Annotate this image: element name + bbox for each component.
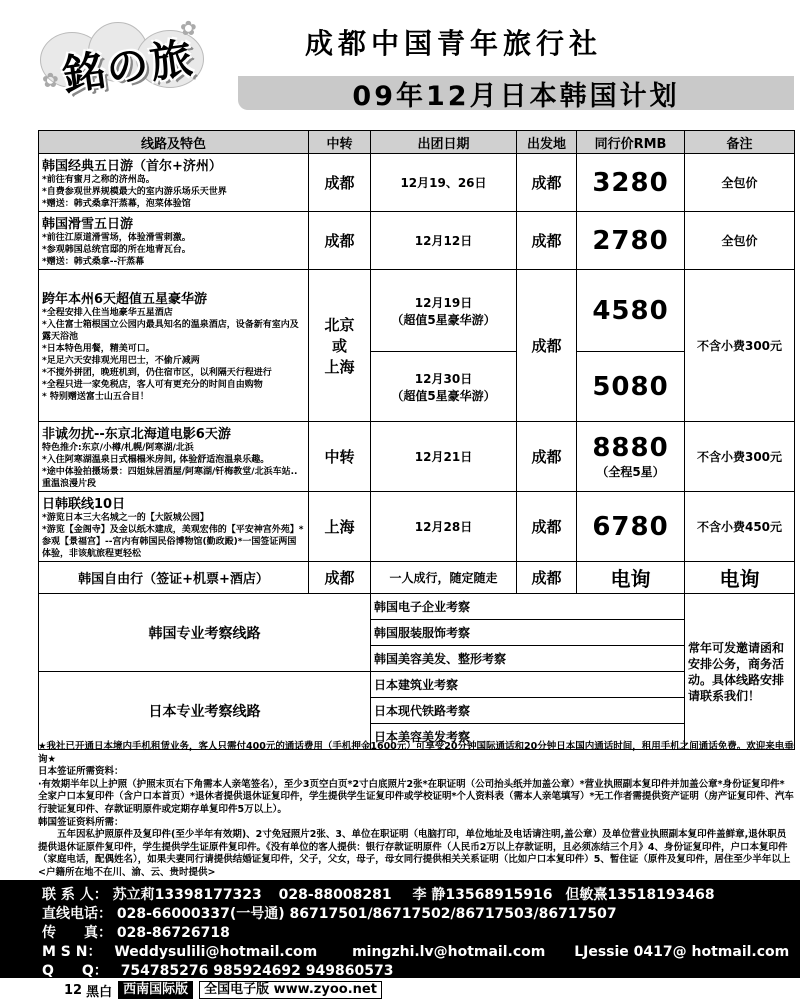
transit-cell	[309, 270, 371, 422]
tour-cell	[39, 422, 309, 492]
contact-direct-row	[42, 903, 617, 923]
tour-name: 非诚勿扰--东京北海道电影6天游	[42, 427, 231, 442]
contact-label: 传 真：	[42, 925, 112, 941]
table-row	[39, 492, 795, 562]
section-label: 西南国际版	[118, 981, 193, 999]
price-subtext: （全程5星）	[596, 465, 665, 479]
note-cell: 全包价	[685, 212, 795, 270]
contact-qq: 754785276 985924692 949860573	[120, 963, 394, 979]
contact-panel	[0, 880, 800, 978]
special-item: 韩国美容美发、整形考察	[371, 646, 685, 672]
tour-desc: *游览【金阁寺】及金以纸木建成，美观宏伟的【平安神宫外苑】*参观【景福宫】--宫内有韩国民俗博物馆(勤政殿)*一国签证两国体验，非该航旅程更轻松	[42, 525, 304, 559]
contact-label: 联 系 人：	[42, 887, 108, 903]
col-header: 同行价RMB	[577, 131, 685, 154]
tour-cell	[39, 492, 309, 562]
contact-direct-phone: 028-66000337(一号通) 86717501/86717502/86717503/86717507	[116, 906, 617, 922]
tour-desc: *途中体验拍摄场景：四姐妹居酒屋/阿寒湖/钎梅教堂/北浜车站..重温浪漫片段	[42, 467, 298, 489]
depart-cell: 成都	[517, 270, 577, 422]
tour-desc: *游览日本三大名城之一的【大阪城公园】	[42, 513, 209, 523]
transit-cell: 中转	[309, 422, 371, 492]
contact-label: 直线电话：	[42, 906, 112, 922]
note-cell: 不含小费300元	[685, 270, 795, 422]
col-header: 备注	[685, 131, 795, 154]
note-cell: 不含小费300元	[685, 422, 795, 492]
contact-msn-row	[42, 941, 789, 961]
tour-desc: *前往江原道滑雪场，体验滑雪刺激。	[42, 233, 191, 243]
price-value: 8880	[592, 433, 669, 463]
contact-label: M S N：	[42, 944, 102, 960]
tour-desc: *赠送：韩式桑拿汗蒸幕，泡菜体验馆	[42, 199, 191, 209]
page-number: 12	[64, 982, 83, 998]
depart-cell: 成都	[517, 154, 577, 212]
tour-desc: *自费参观世界规模最大的室内游乐场乐天世界	[42, 187, 227, 197]
transit-line: 或	[331, 337, 347, 355]
tour-cell	[39, 212, 309, 270]
depart-cell: 成都	[517, 492, 577, 562]
tour-desc: * 特别赠送富士山五合目！	[42, 392, 149, 402]
contact-person: 李 静13568915916	[412, 887, 553, 903]
tour-desc: *日本特色用餐，精美可口。	[42, 344, 155, 354]
flower-icon: ✿	[180, 16, 197, 40]
tour-name: 日韩联线10日	[42, 497, 126, 512]
japan-visa-text: ·有效期半年以上护照（护照末页右下角需本人亲笔签名），至少3页空白页*2寸白底照片2张*在职证明（公司抬头纸并加盖公章）*营业执照副本复印件并加盖公章*身份证复印件*全家户口本复印件（含户口本首页）*退休者提供退休证复印件，学生提供学生证复印件或学校证明*个人资料表（需本人亲笔填写）*无工作者需提供资产证明（房产证复印件、汽车行驶证复印件、存款证明原件或定期存单复印件5万以上）。	[38, 778, 794, 815]
price-cell: 5080	[577, 352, 685, 422]
tour-name: 韩国经典五日游（首尔+济州）	[42, 159, 222, 174]
tour-desc: *足足六天安排观光用巴士，不偷斤减两	[42, 356, 200, 366]
free-travel-name: 韩国自由行（签证+机票+酒店）	[39, 562, 309, 594]
special-item: 日本美容美发考察	[371, 724, 685, 750]
depart-cell: 成都	[517, 422, 577, 492]
note-cell: 全包价	[685, 154, 795, 212]
brand-logo	[40, 16, 240, 100]
note-cell: 电询	[685, 562, 795, 594]
date-cell: 12月28日	[371, 492, 517, 562]
tour-desc: *前往有蜜月之称的济州岛。	[42, 175, 155, 185]
tour-table	[38, 130, 795, 750]
contact-fax-row	[42, 922, 230, 942]
transit-line: 上海	[324, 358, 355, 376]
transit-line: 北京	[324, 316, 355, 334]
date-cell	[371, 352, 517, 422]
contact-phone: 028-88008281	[278, 887, 392, 903]
contact-people-row	[42, 884, 715, 904]
date-text: 12月30日	[414, 371, 473, 386]
transit-cell: 成都	[309, 562, 371, 594]
date-cell	[371, 270, 517, 352]
table-row	[39, 154, 795, 212]
depart-cell: 成都	[517, 212, 577, 270]
special-note: 常年可发邀请函和安排公务，商务活动。具体线路安排请联系我们！	[685, 594, 795, 750]
special-item: 日本建筑业考察	[371, 672, 685, 698]
transit-cell: 上海	[309, 492, 371, 562]
tour-desc: *入住富士箱根国立公园内最具知名的温泉酒店，设备新有室内及露天浴池	[42, 320, 299, 342]
date-subtext: （超值5星豪华游）	[391, 388, 496, 403]
depart-cell: 成都	[517, 562, 577, 594]
table-row	[39, 212, 795, 270]
transit-cell: 成都	[309, 212, 371, 270]
transit-cell: 成都	[309, 154, 371, 212]
tour-desc: *参观韩国总统官邸的所在地青瓦台。	[42, 245, 191, 255]
contact-person: 但敏熹13518193468	[565, 887, 715, 903]
korea-visa-heading: 韩国签证资料所需：	[38, 816, 124, 828]
contact-msn: mingzhi.lv@hotmail.com	[352, 944, 546, 960]
page-footer	[0, 980, 800, 1000]
contact-person: 苏立莉13398177323	[112, 887, 262, 903]
korea-visa-text: 五年因私护照原件及复印件(至少半年有效期)、2寸免冠照片2张、3、单位在职证明（电脑打印，单位地址及电话请注明,盖公章）及单位营业执照副本复印件盖鲜章,退休职员提供退休证原件复印件，学生提供学生证原件复印件。《没有单位的客人提供：银行存款证明原件（人民币2万以上存款证明，且必须冻结三个月》4、身份证复印件，户口本复印件（家庭电话，配偶姓名），如果夫妻同行请提供结婚证复印件，父子，父女，母子，母女同行提供相关关系证明（比如户口本复印件）5、暂住证（原件及复印件，居住至少半年以上<户籍所在地不在川、渝、云、贵时提供>	[38, 829, 791, 878]
special-item: 日本现代铁路考察	[371, 698, 685, 724]
contact-label: Q Q：	[42, 963, 108, 979]
japan-special-title: 日本专业考察线路	[39, 672, 371, 750]
col-header: 中转	[309, 131, 371, 154]
date-text: 12月19日	[414, 295, 473, 310]
note-cell: 不含小费450元	[685, 492, 795, 562]
price-cell: 6780	[577, 492, 685, 562]
price-cell: 2780	[577, 212, 685, 270]
tour-desc: *全程只进一家免税店，客人可有更充分的时间自由购物	[42, 380, 263, 390]
table-row	[39, 594, 795, 620]
col-header: 出发地	[517, 131, 577, 154]
contact-qq-row	[42, 960, 393, 980]
print-mode: 黑白	[86, 984, 113, 1000]
flower-icon: ✿	[42, 68, 59, 92]
tour-cell	[39, 270, 309, 422]
tour-name: 韩国滑雪五日游	[42, 217, 134, 232]
tour-desc: 特色推介:东京/小樽/札幌/阿寒湖/北浜	[42, 443, 194, 453]
col-header: 出团日期	[371, 131, 517, 154]
tour-desc: *全程安排入住当地豪华五星酒店	[42, 308, 173, 318]
logo-text: 銘の旅	[59, 33, 198, 100]
date-cell: 12月19、26日	[371, 154, 517, 212]
table-row	[39, 270, 795, 352]
table-row	[39, 672, 795, 698]
contact-msn: LJessie 0417@ hotmail.com	[574, 944, 790, 960]
edition-label: 全国电子版 www.zyoo.net	[199, 981, 382, 999]
special-item: 韩国服装服饰考察	[371, 620, 685, 646]
col-header: 线路及特色	[39, 131, 309, 154]
contact-fax: 028-86726718	[116, 925, 230, 941]
tour-cell	[39, 154, 309, 212]
korea-special-title: 韩国专业考察线路	[39, 594, 371, 672]
table-row	[39, 562, 795, 594]
tour-desc: *赠送：韩式桑拿--汗蒸幕	[42, 257, 145, 267]
company-name: 成都中国青年旅行社	[305, 27, 603, 60]
phone-rental-note: ★我社已开通日本境内手机租赁业务，客人只需付400元的通话费用（手机押金1600元）可享受20分钟国际通话和20分钟日本国内通话时间，租用手机之间通话免费。欢迎来电垂询★	[38, 741, 794, 765]
price-cell: 3280	[577, 154, 685, 212]
plan-title: 09年12月日本韩国计划	[352, 80, 680, 112]
special-item: 韩国电子企业考察	[371, 594, 685, 620]
tour-name: 跨年本州6天超值五星豪华游	[42, 292, 208, 307]
price-cell: 电询	[577, 562, 685, 594]
tour-desc: *不搅外拼团，晚班机到，仍住宿市区，以利隔天行程进行	[42, 368, 272, 378]
table-header-row	[39, 131, 795, 154]
plan-title-bar	[238, 76, 794, 110]
contact-msn: Weddysulili@hotmail.com	[114, 944, 318, 960]
date-cell: 12月12日	[371, 212, 517, 270]
tour-desc: *入住阿寒湖温泉日式榻榻米房间, 体验舒适泡温泉乐趣。	[42, 455, 270, 465]
date-cell: 一人成行，随定随走	[371, 562, 517, 594]
price-cell: 4580	[577, 270, 685, 352]
price-cell	[577, 422, 685, 492]
visa-notes	[38, 741, 794, 880]
japan-visa-heading: 日本签证所需资料：	[38, 766, 124, 778]
date-subtext: （超值5星豪华游）	[391, 312, 496, 327]
table-row	[39, 422, 795, 492]
date-cell: 12月21日	[371, 422, 517, 492]
